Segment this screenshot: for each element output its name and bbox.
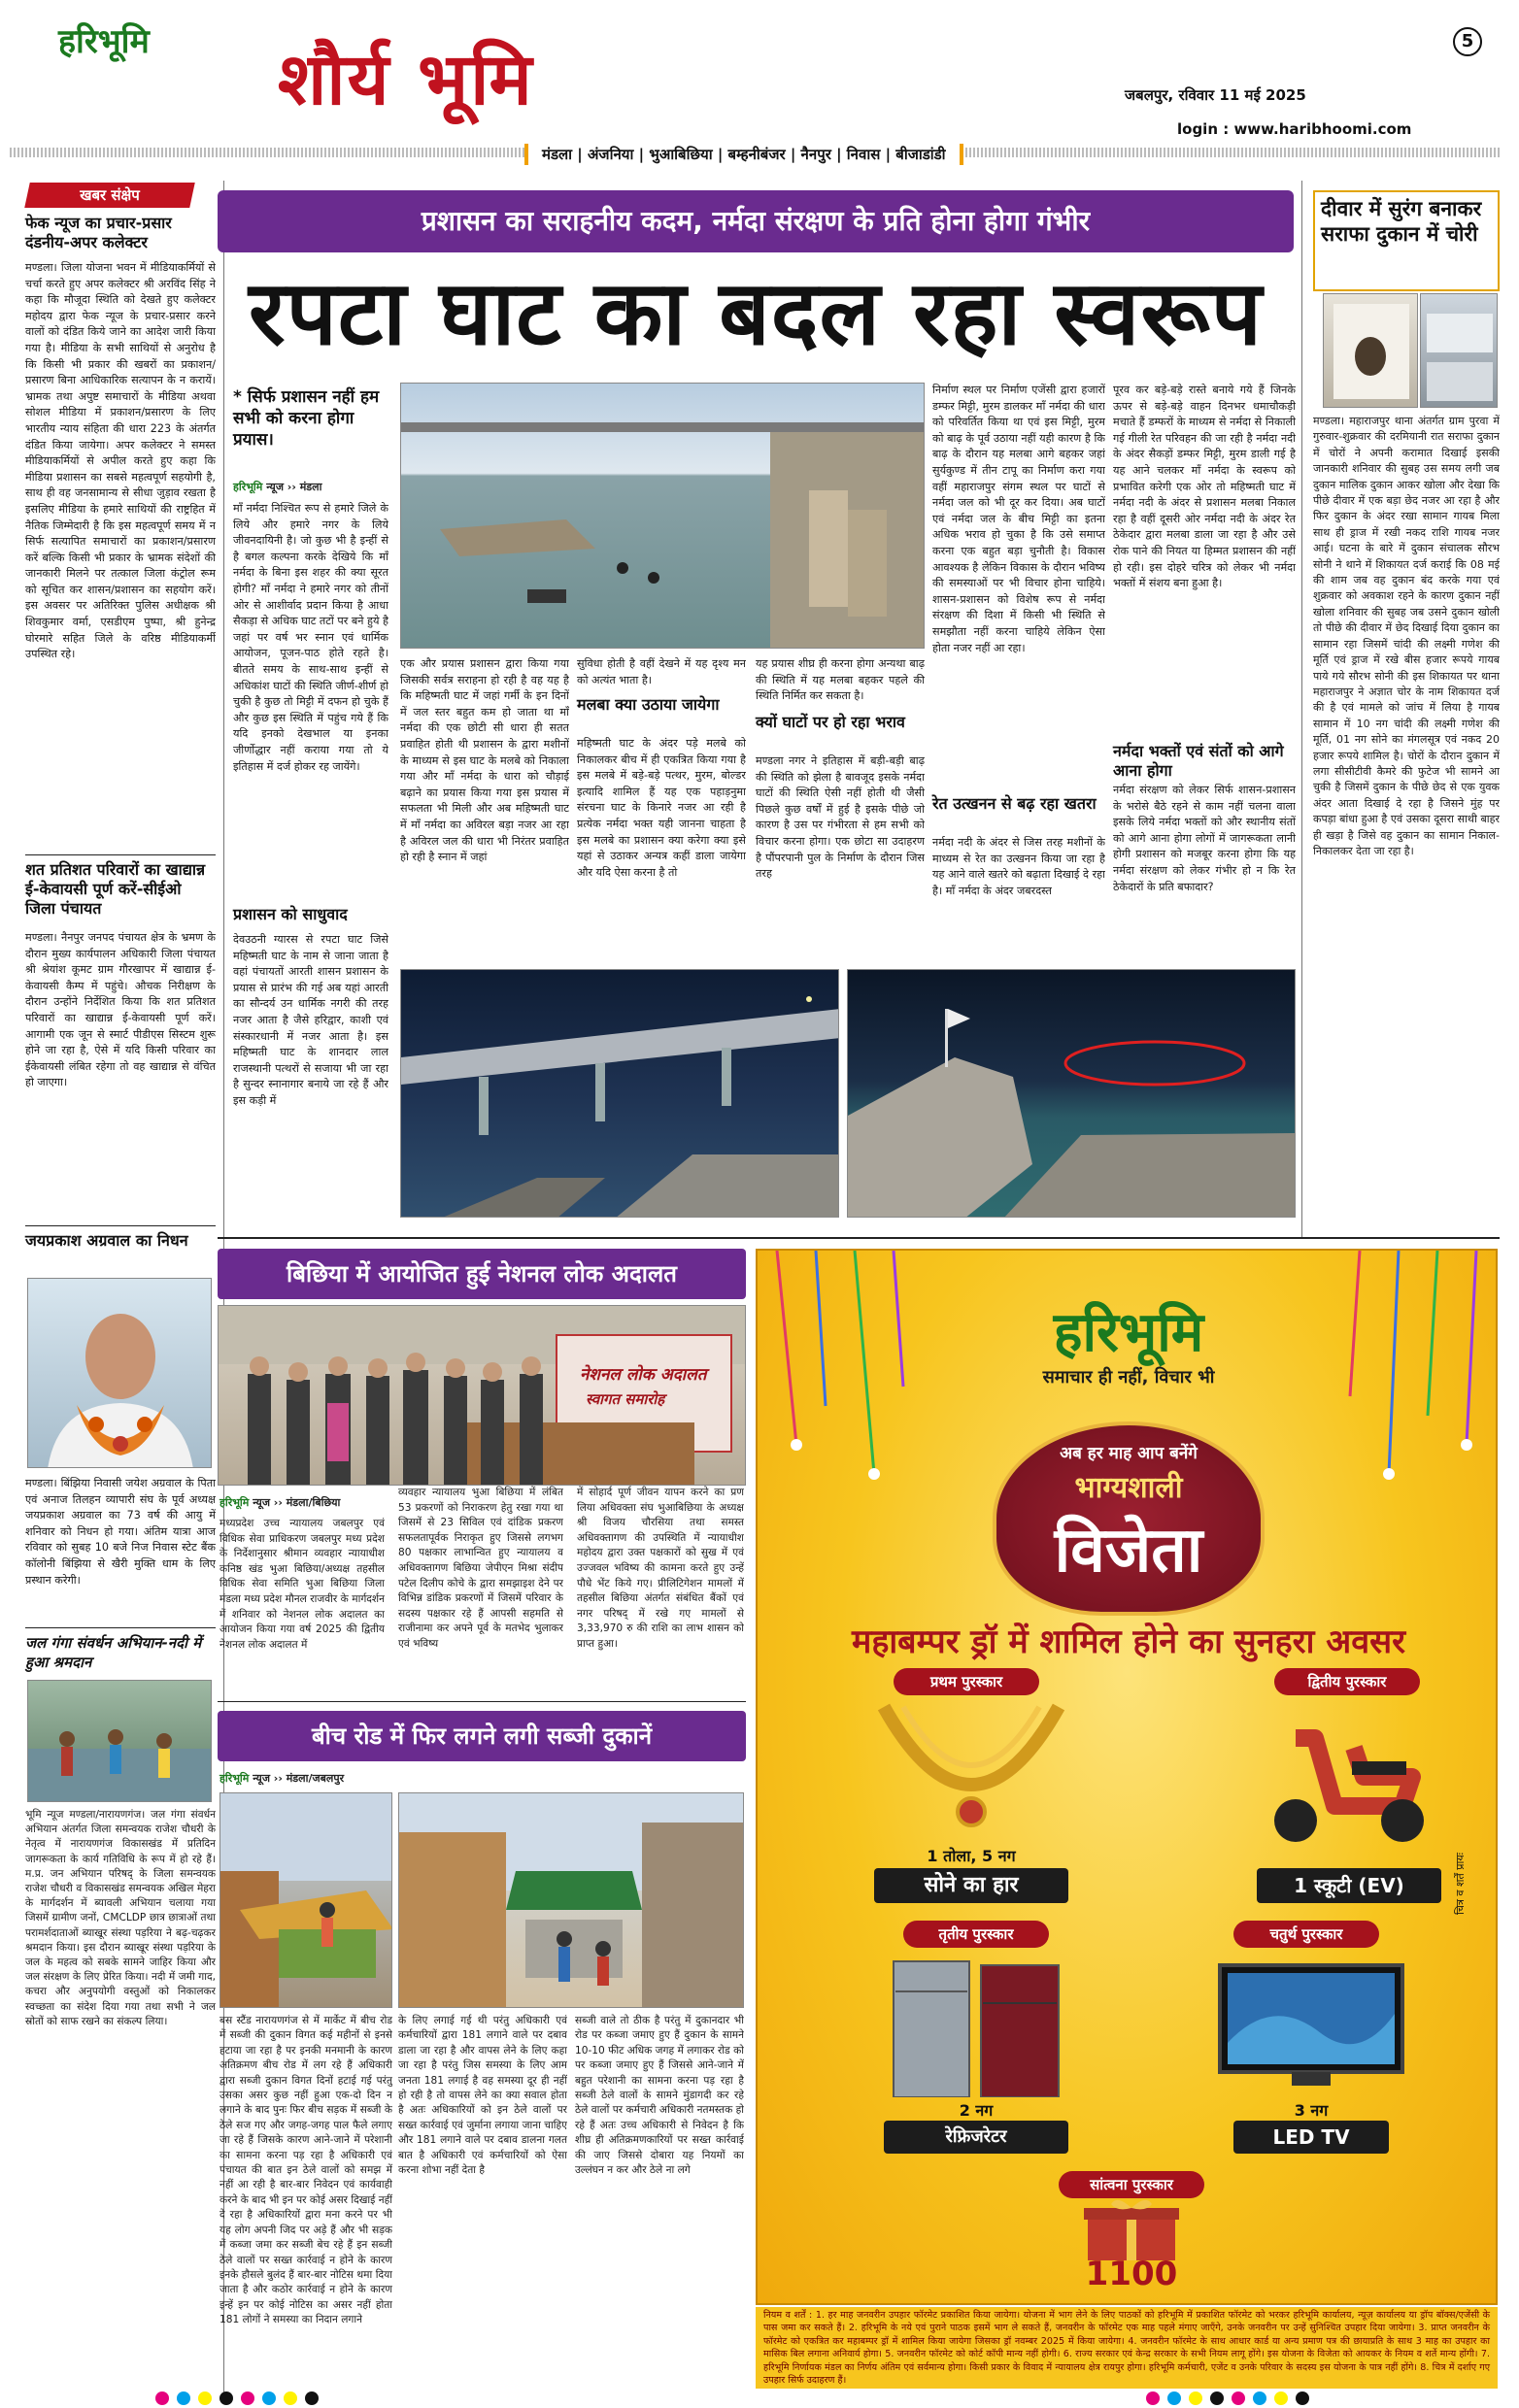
main-col6b: नर्मदा संरक्षण को लेकर सिर्फ शासन-प्रशासन के भरोसे बैठे रहने से काम नहीं चलना वाला इसके लिये नर्मदा भक्तों को और स्थानीय संतों को आगे आना होगा लोगों में जागरूकता लानी होगी प्रशासन को मजबूर करना होगा कि यह नर्मदा संरक्षण को लेकर गंभीर हो न कि रेत ठेकेदारों के प्रति बफादार? — [1113, 784, 1296, 893]
district-strip — [524, 144, 963, 165]
prize1-name: सोने का हार — [874, 1868, 1068, 1903]
vegetable-body-col1: बस स्टैंड नारायणगंज से में मार्केट में बीच रोड में सब्जी की दुकान विगत कई महीनों से इनसे हटाया जा रहा है पर इनकी मनमानी के कारण अतिक्रमण बीच रोड में लग रहे हैं अधिकारी द्वारा सब्जी दुकान विगत दिनों हटाई गई परंतु उसका असर कुछ नहीं हुआ एक-दो दिन न लगाने के बाद पुनः फिर बीच सड़क में सब्जी के ठेले सज गए और जगह-जगह पाल फैले लगाए जा रहे हैं जिसके कारण आने-जाने में परेशानी का सामना करना पड़ रहा है अधिकारी एवं पंचायत की बात इन ठेले वालों को समझ में नहीं आ रही है बार-बार निवेदन एवं कार्यवाही करने के बाद भी इन पर कोई असर दिखाई नहीं दे रहा है अधिकारियों द्वारा मना करने पर भी यह लोग अपनी जिद पर अड़े हैं और भी सड़क में कब्जा जमा कर सब्जी बेच रहे हैं इन सब्जी ठेले वालों पर सख्त कार्रवाई न होने के कारण इनके हौसले बुलंद हैं बार-बार नोटिस थमा दिया जाता है और कठोर कार्रवाई न होने के कारण इन्हें इन पर कोई नोटिस का असर नहीं होता 181 लोगों ने समस्या का निदान लगाने — [219, 2015, 392, 2326]
main-headline: रपटा घाट का बदल रहा स्वरूप — [248, 261, 1264, 365]
section-title: शौर्य भूमि — [278, 38, 534, 121]
brief2-body: मण्डला। नैनपुर जनपद पंचायत क्षेत्र के भ्रमण के दौरान मुख्य कार्यपालन अधिकारी जिला पंचायत श्री श्रेयांश कूमट ग्राम गौरखापर में खाद्यान्न ई-केवायसी कैम्प में पहुंचे। औचक निरीक्षण के दौरान उन्होंने निर्देशित किया कि शत प्रतिशत परिवारों का खाद्यान्न ई-केवायसी पूर्ण करें। आगामी एक जून से स्मार्ट पीडीएस सिस्टम शुरू होने जा रहा है, ऐसे में यदि किसी परिवार का ईकेवायसी लंबित रहेगा तो वह खाद्यान्न से वंचित हो जाएगा। — [25, 931, 216, 1089]
brief3-title: जयप्रकाश अग्रवाल का निधन — [25, 1231, 188, 1250]
shramdan-photo — [27, 1680, 212, 1802]
main-col1: माँ नर्मदा निश्चित रूप से हमारे जिले के लिये और हमारे नगर के लिये जीवनदायिनी है। जो कुछ भी है इन्हीं से है बगल कल्पना करके देखिये कि माँ नर्मदा के बिना इस शहर की क्या सूरत होगी? माँ नर्मदा ने हमारे नगर को तीनों ओर से आशीर्वाद प्रदान किया है आधा सैकड़ा से अधिक घाट तटों पर बने हुये है जहां पर वर्ष भर स्नान एवं धार्मिक आयोजन, पूजन-पाठ होते रहते है। बीतते समय के साथ-साथ इन्हीं से अधिकांश घाटों की स्थिति जीर्ण-शीर्ण हो चुकी है कुछ तो मिट्टी में दफन हो चुके हैं और कुछ इस स्थिति में पहुंच गये हैं कि यदि इनको देखभाल या इनका जीर्णोद्धार नहीं कराया गया तो ये इतिहास में दर्ज होकर रह जायेंगे। — [233, 502, 388, 773]
ad-lucky: भाग्यशाली — [1074, 1471, 1183, 1505]
main-col6: पूरव कर बड़े-बड़े रास्ते बनाये गये हैं जिनके ऊपर से बड़े-बड़े वाहन दिनभर धमाचौकड़ी मचाते हैं डम्फरों के माध्यम से नर्मदा से निकाली गई गीली रेत परिवहन की जा रही है नर्मदा नदी के अंदर सैकड़ों डम्फर मिट्टी, मुरम डाली गई है यह आने चलकर माँ नर्मदा के स्वरूप को प्रभावित करेगी एक ओर तो महिष्मती घाट में नर्मदा नदी के अंदर से प्रशासन मलबा निकाल रहा है वहीं दूसरी ओर नर्मदा नदी के अंदर रेत ठेकेदार द्वारा मलबा डाला जा रहा है और उसे रोक पाने की नियत या हिम्मत प्रशासन की नहीं हो रही। इस दोहरे चरित्र को लेकर भी नर्मदा भक्तों में संशय बना हुआ है। — [1113, 384, 1296, 590]
prize3-tag: तृतीय पुरस्कार — [903, 1921, 1049, 1948]
main-subhead-ret: रेत उत्खनन से बढ़ रहा खतरा — [932, 794, 1097, 813]
brief2-title: शत प्रतिशत परिवारों का खाद्यान्न ई-केवायसी पूर्ण करें-सीईओ जिला पंचायत — [25, 860, 206, 918]
main-subhead-sant: नर्मदा भक्तों एवं संतों को आगे आना होगा — [1113, 742, 1284, 780]
vegetable-headline: बीच रोड में फिर लगने लगी सब्जी दुकानें — [218, 1711, 746, 1761]
lok-adalat-photo — [218, 1305, 746, 1486]
prize1-qty: 1 तोला, 5 नग — [927, 1847, 1016, 1865]
vegetable-photo-right — [398, 1792, 744, 2008]
vegetable-body-col2: के लिए लगाई गई थी परंतु अधिकारी एवं कर्मचारियों द्वारा 181 लगाने वाले पर दबाव डाला जा रहा है और वापस लेने के लिए कहा जा रहा है परंतु जिस समस्या के लिए आम जनता 181 लगाई है वह समस्या दूर ही नहीं हो रही है तो वापस लेने का क्या सवाल होता है अतः अधिकारियों को इन ठेले वालों पर सख्त कार्रवाई एवं जुर्माना लगाया जाना चाहिए और 181 लगाने वाले पर दबाव डालना गलत बात है अधिकारी एवं कर्मचारियों को ऐसा करना शोभा नहीं देता है — [398, 2015, 567, 2177]
vegetable-photo-left — [219, 1792, 392, 2008]
scooter-icon — [1257, 1699, 1441, 1855]
main-col4b: मण्डला नगर ने इतिहास में बड़ी-बड़ी बाढ़ की स्थिति को झेला है बावजूद इसके नर्मदा घाटों की स्थिति ऐसी नहीं होती थी जैसी पिछले कुछ वर्षों में हुई है इसके पीछे जो कारण है उस पर गंभीरता से हम सभी को विचार करना होगा। एक छोटा सा उदाहरण है पौंपरपानी पुल के निर्माण के दौरान जिस तरह — [756, 754, 925, 881]
theft-photo-wall — [1323, 293, 1418, 408]
main-kicker: प्रशासन का सराहनीय कदम, नर्मदा संरक्षण के प्रति होना होगा गंभीर — [218, 190, 1294, 252]
theft-body: मण्डला। महाराजपुर थाना अंतर्गत ग्राम पुरवा में गुरुवार-शुक्रवार की दरमियानी रात सराफा दुकान में चोरों ने अपनी करामात दिखाई इसकी जानकारी शनिवार की सुबह उस समय लगी जब दुकान मालिक दुकान आकर खोला और देखा कि पीछे दीवार में एक बड़ा छेद नजर आ रहा है और फिर दुकान के अंदर रखा सामान गायब मिला साथ ही ड्राज में रखी नकद राशि गायब नजर आई। घटना के बारे में दुकान संचालक सौरभ सोनी ने थाने में शिकायत दर्ज कराई कि 08 मई की शाम जब वह दुकान बंद करके गया एवं शुक्रवार को अवकाश रहने के कारण दुकान नहीं खोला शनिवार की सुबह जब उसने दुकान खोली तो पीछे की दीवार में छेद दिखाई दिया दुकान का सामान रहा जिसमें चांदी की लक्ष्मी गणेश की मूर्ति एवं ड्राज में रखे बीस हजार रूपये गायब पाये गये सौरभ सोनी की इस शिकायत पर थाना महाराजपुर ने अज्ञात चोर के नाम शिकायत दर्ज की है एवं मामले को जांच में लिया है गायब सामान में 10 नग चांदी की लक्ष्मी गणेश की मूर्ति, 01 नग सोने का मंगलसूत्र एवं नकद 20 हजार रूपये शामिल है। चोरों के दौरान दुकान में लगा सीसीटीवी कैमरे की फुटेज भी सामने आ चुकी है जिसमें दुकान के पीछे छेद से एक युवक अंदर आता दिखाई दे रहा है जिसने मुंह पर कपड़ा बांधा हुआ है एवं उसका दूसरा साथी बाहर ही खड़ा है जिसे वह दुकान का सामान निकाल-निकालकर देता जा रहा है। — [1313, 415, 1500, 857]
ad-terms: नियम व शर्तें : 1. हर माह जनवरीन उपहार फॉरमेट प्रकाशित किया जायेगा। योजना में भाग लेने के लिए पाठकों को हरिभूमि में प्रकाशित फॉरमेट को भरकर हरिभूमि कार्यालय, न्यूज़ कार्यालय या ड्रॉप बॉक्स/एजेंसी के पास जमा कर सकते हैं। 2. हरिभूमि के नये एवं पुराने पाठक इसमें भाग ले सकते हैं, जनवरीन के फॉरमेट एक माह पहले मंगाए जाएँगे, उनके जनवरीन पर उन्हें सुनिश्चित उपहार दिया जायेगा। 3. प्राप्त जनवरीन के फॉरमेट को एकत्रित कर महाबम्पर ड्रॉ में शामिल किया जायेगा जिसका ड्रॉ नवम्बर 2025 में किया जायेगा। 4. जनवरीन फॉरमेट के साथ आधार कार्ड या अन्य प्रमाण पत्र की छायाप्रति के साथ 3 माह का उपहार का मासिक बिल लगाना अनिवार्य होगा। 5. जनवरीन फॉरमेट को कोर्ट कॉपी मान्य नहीं होगी। 6. राज्य सरकार एवं केन्द्र सरकार के सभी नियम लागू होंगे। इस योजना के विजेता को आयकर के नियम व शर्ते मान्य होंगी। 7. हरिभूमि निर्णायक मंडल का निर्णय अंतिम एवं सर्वमान्य होगा। किसी प्रकार के विवाद में न्यायालय क्षेत्र रायपुर होगा। हरिभूमि कर्मचारी, एजेंट व उनके परिवार के सदस्य इस योजना के पात्र नहीं होंगे। 8. चित्र में दर्शाए गए उपहार सिर्फ उदाहरण हैं। — [756, 2307, 1498, 2389]
bridge-night-photo — [400, 969, 839, 1218]
brief1-title: फेक न्यूज का प्रचार-प्रसार दंडनीय-अपर कलेक्टर — [25, 214, 172, 251]
main-subhead-bharav: क्यों घाटों पर हो रहा भराव — [756, 713, 905, 731]
lok-adalat-headline: बिछिया में आयोजित हुई नेशनल लोक अदालत — [218, 1249, 746, 1299]
print-registration-dots — [155, 2391, 326, 2408]
brief1-body: मण्डला। जिला योजना भवन में मीडियाकर्मियों से चर्चा करते हुए अपर कलेक्टर श्री अरविंद सिंह ने कहा कि मौजूदा स्थिति को देखते हुए कलेक्टर महोदय द्वारा फेक न्यूज के प्रचार-प्रसार करने वालों को दंडित किये जाने का आदेश जारी किया गया है। मीडिया के सभी साथियों से अनुरोध है कि किसी भी प्रकार की खबरों का प्रकाशन/प्रसारण बिना आधिकारिक सत्यापन के न करायें। भ्रामक तथा अपुष्ट समाचारों के मीडिया अथवा सोशल मीडिया में प्रकाशन/प्रसारण के लिए भारतीय न्याय संहिता की धारा 223 के अंतर्गत दंडित किया जायेगा। अपर कलेक्टर ने समस्त मीडियाकर्मियों से अपील करते हुए कहा कि मीडिया प्रशासन का सबसे महत्वपूर्ण सहयोगी है, साथ ही वह जनसामान्य से सीधा जुड़ाव रखता है इसलिए मीडिया के हमारे साथियों की राष्ट्रहित में नैतिक जिम्मेदारी है कि इस महत्वपूर्ण समय में न सिर्फ सत्यापित समाचारों का प्रकाशन/प्रसारण करें बल्कि किसी भी प्रकार के भ्रामक संदेशों की जानकारी मिलने पर तत्काल जिला कंट्रोल रूम को सूचित कर शासन/प्रशासन का सहयोग करें। इस अवसर पर अतिरिक्त पुलिस अधीक्षक श्री शिवकुमार वर्मा, एसडीएम पुष्पा, श्री हुनेन्द्र घोरमारे सहित जिले के वरिष्ठ मीडियाकर्मी उपस्थित रहे। — [25, 261, 216, 661]
main-pull-quote: * सिर्फ प्रशासन नहीं हम सभी को करना होगा प्रयास। — [233, 387, 380, 450]
prize5-qty: 1100 — [1085, 2255, 1178, 2293]
ad-tagline: समाचार ही नहीं, विचार भी — [1042, 1367, 1215, 1388]
prize4-tag: चतुर्थ पुरस्कार — [1233, 1921, 1379, 1948]
lucky-draw-ad[interactable] — [756, 1249, 1498, 2305]
main-byline: हरिभूमि न्यूज ›› मंडला — [233, 481, 322, 493]
ad-winner: विजेता — [1054, 1515, 1203, 1587]
brief4-body: भूमि न्यूज मण्डला/नारायणगंज। जल गंगा संवर्धन अभियान अंतर्गत जिला समन्वयक राजेश चौधरी के नेतृत्व में नारायणगंज विकासखंड में प्रतिदिन जागरूकता के कार्य गतिविधि के रूप में हो रहे हैं। म.प्र. जन अभियान परिषद् के जिला समन्वयक राजेश चौधरी व विकासखंड समन्वयक अखिल मेहरा के मार्गदर्शन में ब्यावली अभियान चलाया गया जिसमें ग्रामीण जनों, CMCLDP छात्र छात्राओं तथा परामर्शदाताओं ब्याखूर संस्था पड़रिया ने बढ़-चढ़कर श्रमदान किया। इस दौरान ब्याखूर संस्था पड़रिया के जल के महत्व को सबके सामने जाहिर किया और जल संरक्षण के लिए प्रेरित किया। नदी में जमी गाद, कचरा और अनुपयोगी वस्तुओं को निकालकर स्वच्छता का संदेश दिया गया तथा सभी ने जल स्रोतों को साफ रखने का संकल्प लिया। — [25, 1809, 216, 2027]
lok-adalat-body2: व्यवहार न्यायालय भुआ बिछिया में लंबित 53 प्रकरणों को निराकरण हेतु रखा गया था जिसमें से 23 सिविल एवं दांडिक प्रकरण सफलतापूर्वक निराकृत हुए जिससे लगभग 80 पक्षकार लाभान्वित हुए न्यायालय व अधिवक्तागण बिछिया जेपीएन मिश्रा संदीप पटेल दिलीप कोचे के द्वारा समझाइश देने पर विभिन्न डांडिक प्रकरणों में जिसमें परिवार के सदस्य पक्षकार रहे हैं आपसी सहमति से राजीनामा कर अपने पूर्व के मतभेद भुलाकर एवं भविष्य — [398, 1487, 563, 1650]
river-mound-photo — [847, 969, 1296, 1218]
lok-adalat-photo-banner2: स्वागत समारोह — [586, 1390, 665, 1408]
main-subhead-sadhuvad: प्रशासन को साधुवाद — [233, 905, 348, 923]
district-list: मंडला | अंजनिया | भुआबिछिया | बम्हनीबंजर | नैनपुर | निवास | बीजाडांडी — [542, 146, 946, 163]
lok-adalat-body1: मध्यप्रदेश उच्च न्यायालय जबलपुर एवं विधिक सेवा प्राधिकरण जबलपुर मध्य प्रदेश के निर्देशानुसार श्रीमान व्यवहार न्यायाधीश कनिष्ठ खंड भुआ बिछिया/अध्यक्ष तहसील विधिक सेवा समिति भुआ बिछिया जिला मंडला मध्य प्रदेश मौनल राजवीर के मार्गदर्शन में शनिवार को नेशनल लोक अदालत का आयोजन किया गया वर्ष 2025 की द्वितीय नेशनल लोक अदालत में — [219, 1518, 385, 1651]
page-number: 5 — [1453, 27, 1482, 56]
prize3-name: रेफ्रिजरेटर — [884, 2121, 1068, 2154]
main-col5b: नर्मदा नदी के अंदर से जिस तरह मशीनों के माध्यम से रेत का उत्खनन किया जा रहा है यह आने वाले खतरे को बढ़ाता दिखाई दे रहा है। माँ नर्मदा के अंदर जबरदस्त — [932, 836, 1105, 897]
theft-photo-shop — [1420, 293, 1498, 408]
lok-adalat-photo-banner1: नेशनल लोक अदालत — [580, 1365, 707, 1385]
lok-adalat-body3: में सोहार्द पूर्ण जीवन यापन करने का प्रण लिया अधिवक्ता संघ भुआबिछिया के अध्यक्ष श्री विजय चौरसिया तथा समस्त अधिवक्तागण की उपस्थिति में न्यायाधीश महोदय द्वारा उक्त पक्षकारों को सुख में एवं उज्जवल भविष्य की कामना करते हुए उन्हें पौधे भेंट किये गए। प्रीलिटिगेशन मामलों में तहसील बिछिया अंतर्गत संबंधित बैंकों एवं नगर परिषद् में रखे गए मामलों से 3,33,970 रु की राशि का लाभ शासन को प्राप्त हुआ। — [577, 1487, 744, 1650]
login-link[interactable]: login : www.haribhoomi.com — [1177, 120, 1412, 138]
main-col5: निर्माण स्थल पर निर्माण एजेंसी द्वारा हजारों डम्फर मिट्टी, मुरम डालकर माँ नर्मदा की धारा को परिवर्तित किया था एवं इस मिट्टी, मुरम को बाढ़ के पूर्व उठाया नहीं यही कारण है कि बाढ़ के दौरान यह मलबा आगे बहकर जहां सुर्यकुण्ड में तीन टापू का निर्माण करा गया वहीं महाराजपुर संगम स्थल पर घाटों से नर्मदा जल को भी दूर कर दिया। अब घाटों एवं नर्मदा जल के बीच मिट्टी का इतना अधिक भराव हो चुका है कि उसे समाप्त करना एक बहुत बड़ा चुनौती है। विकास आवश्यक है लेकिन विकास के दौरान भविष्य की समस्याओं पर भी विचार होना चाहिये। शासन-प्रशासन को विशेष रूप से नर्मदा संरक्षण की दिशा में किसी भी स्थिति से समझौता नहीं करना चाहिये लेकिन ऐसा होता नजर नहीं आ रहा। — [932, 384, 1105, 654]
ad-brand: हरिभूमि — [1053, 1301, 1204, 1364]
ad-draw-line: महाबम्पर ड्रॉ में शामिल होने का सुनहरा अवसर — [851, 1622, 1405, 1661]
masthead-brand[interactable]: हरिभूमि — [58, 22, 150, 61]
lok-adalat-byline: हरिभूमि न्यूज ›› मंडला/बिछिया — [219, 1496, 341, 1509]
brief3-body: मण्डला। बिंझिया निवासी जयेश अग्रवाल के पिता एवं अनाज तिलहन व्यापारी संघ के पूर्व अध्यक्ष जयप्रकाश अग्रवाल का 73 वर्ष की आयु में शनिवार को निधन हो गया। अंतिम यात्रा आज रविवार को सुबह 10 बजे निज निवास स्टेट बैंक कॉलोनी बिंझिया से खैरी मुक्ति धाम के लिए प्रस्थान करेगी। — [25, 1477, 216, 1587]
main-col1b: देवउठनी ग्यारस से रपटा घाट जिसे महिष्मती घाट के नाम से जाना जाता है वहां पंचायतों आरती शासन प्रशासन के प्रयास से प्रारंभ की गई अब यहां आरती का सौन्दर्य उन धार्मिक नगरी की तरह नजर आता है जैसे हरिद्वार, काशी एवं संस्कारधानी में नजर आता है। इस महिष्मती घाट के शानदार लाल राजस्थानी पत्थरों से सजाया भी जा रहा है सुन्दर स्नानागार बनाये जा रहे हैं और इस कड़ी में — [233, 933, 388, 1107]
main-col3b: महिष्मती घाट के अंदर पड़े मलबे को निकालकर बीच में ही एकत्रित किया गया है इस मलबे में बड़े-बड़े पत्थर, मुरम, बोल्डर इत्यादि शामिल हैं यह एक पहाड़नुमा संरचना घाट के किनारे नजर आ रही है प्रत्येक नर्मदा भक्त यही जानना चाहता है इस मलबे का प्रशासन क्या करेगा क्या इसे यहां से उठाकर अन्यत्र कहीं डाला जायेगा और यदि ऐसा करना है तो — [577, 737, 746, 879]
vegetable-byline: हरिभूमि न्यूज ›› मंडला/जबलपुर — [219, 1772, 345, 1785]
theft-headline: दीवार में सुरंग बनाकर सराफा दुकान में चोरी — [1321, 197, 1482, 246]
prize4-qty: 3 नग — [1294, 2101, 1329, 2120]
prize2-tag: द्वितीय पुरस्कार — [1274, 1668, 1420, 1695]
print-registration-dots-right — [1146, 2391, 1317, 2408]
main-col4: यह प्रयास शीघ्र ही करना होगा अन्यथा बाढ़ की स्थिति में यह मलबा बहकर पहले की स्थिति निर्मित कर सकता है। — [756, 657, 925, 703]
gift-icon — [1078, 2198, 1185, 2260]
dateline: जबलपुर, रविवार 11 मई 2025 — [1125, 86, 1306, 104]
ad-arc-text: अब हर माह आप बनेंगे — [1060, 1444, 1198, 1463]
brief4-title: जल गंगा संवर्धन अभियान-नदी में हुआ श्रमदान — [25, 1634, 202, 1671]
necklace-icon — [864, 1697, 1078, 1843]
main-col3: सुविधा होती है वहीं देखने में यह दृश्य मन को अत्यंत भाता है। — [577, 657, 746, 686]
prize2-name: 1 स्कूटी (EV) — [1257, 1868, 1441, 1903]
main-subhead-malba: मलबा क्या उठाया जायेगा — [577, 695, 720, 714]
tv-icon — [1214, 1956, 1408, 2091]
prize5-tag: सांत्वना पुरस्कार — [1059, 2171, 1204, 2198]
prize3-qty: 2 नग — [959, 2101, 994, 2120]
prize4-name: LED TV — [1233, 2121, 1389, 2154]
main-col2: एक और प्रयास प्रशासन द्वारा किया गया जिसकी सर्वत्र सराहना हो रही है वह यह है कि महिष्मती घाट में जहां गर्मी के इन दिनों में जल स्तर बहुत कम हो जाता था माँ नर्मदा की एक छोटी सी धारा ही सतत प्रवाहित होती थी प्रशासन के द्वारा मशीनों के माध्यम से इस घाट के मलबे को निकाला गया और माँ नर्मदा के धारा को चौड़ाई बढ़ाने का प्रयास किया गया इस प्रयास में सफलता भी मिली और अब महिष्मती घाट में माँ नर्मदा का अविरल बड़ा नजर आ रहा है अविरल जल की धारा भी निरंतर प्रवाहित हो रही है स्नान में जहां — [400, 657, 569, 864]
obituary-photo — [27, 1278, 212, 1468]
vegetable-body-col3: सब्जी वाले तो ठीक है परंतु में दुकानदार भी रोड पर कब्जा जमाए हुए हैं दुकान के सामने 10-10 फीट अधिक जगह में लगाकर रोड को पर कब्जा जमाए हुए हैं जिससे आने-जाने में बहुत परेशानी का सामना करना पड़ रहा है सब्जी ठेले वालों के सामने मुंडागदी कर रहे ठेले वालों पर कर्मचारी अधिकारी नतमस्तक हो रहे हैं अतः उच्च अधिकारी से निवेदन है कि शीघ्र ही अतिक्रमणकारियों पर सख्त कार्रवाई की जाए जिससे दोबारा यह नियमों का उल्लंघन न कर और ठेले ना लगे — [575, 2015, 744, 2177]
refrigerator-icon — [874, 1952, 1078, 2097]
ad-side-note: चित्र व शर्तें प्रायः — [1454, 1853, 1467, 1915]
ghat-photo-top — [400, 383, 925, 649]
prize1-tag: प्रथम पुरस्कार — [894, 1668, 1039, 1695]
sidebar-tag: खबर संक्षेप — [24, 183, 195, 208]
